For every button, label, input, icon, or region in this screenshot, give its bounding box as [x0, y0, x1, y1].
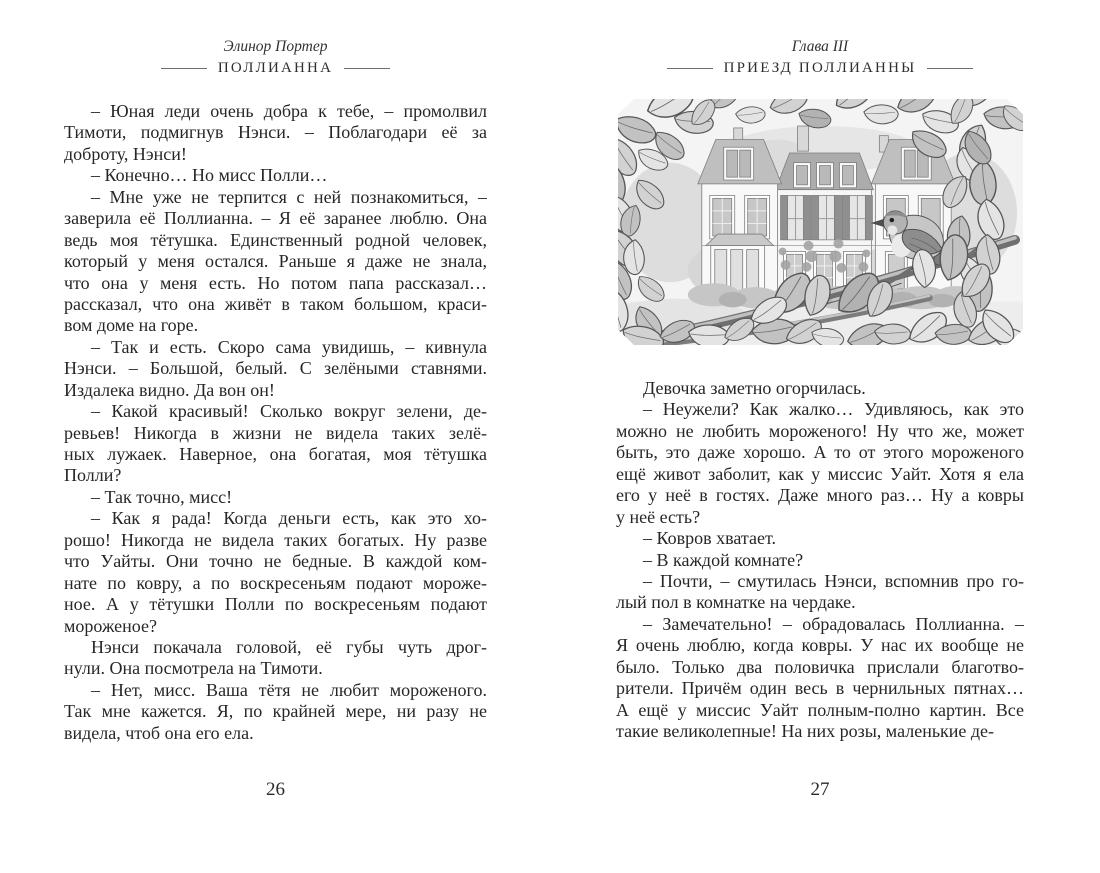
page-number-right: 27: [810, 779, 830, 800]
running-head-chapter-title: ПРИЕЗД ПОЛЛИАННЫ: [723, 60, 917, 76]
text-line: – Юная леди очень добра к тебе, – промолвил: [91, 101, 487, 121]
text-line: такие великолепные! На них розы, маленькие де-: [616, 721, 995, 741]
text-line: который у меня остался. Раньше я даже не знала,: [64, 251, 487, 272]
text-line: что Уайты. Они точно не бедные. В каждой ком-: [64, 551, 487, 572]
text-line: что она у меня есть. Но потом папа рассказал…: [64, 272, 487, 293]
text-line: ведь моя тётушка. Единственный родной человек,: [64, 229, 487, 250]
text-line: нате по ковру, а по воскресеньям подают мороже-: [64, 572, 487, 593]
text-line: – Почти, – смутилась Нэнси, вспомнив про го-: [643, 570, 1024, 591]
text-line: ных лужаек. Наверное, она богатая, моя тётушка: [64, 444, 487, 464]
text-line: – Ковров хватает.: [643, 528, 776, 549]
left-page-text: [64, 101, 487, 744]
text-line: – Какой красивый! Сколько вокруг зелени, де-: [91, 401, 487, 422]
text-line: нули. Она посмотрела на Тимоти.: [64, 658, 323, 679]
text-line: доброту, Нэнси!: [64, 143, 187, 164]
left-page: [64, 38, 487, 800]
text-line: видела, чтоб она его ела.: [64, 722, 254, 743]
header-rule-right: [927, 68, 973, 69]
text-line: – Как я рада! Когда деньги есть, как это хо-: [91, 508, 487, 529]
text-line: мороженое?: [64, 615, 157, 636]
paragraph: [616, 528, 1024, 549]
paragraph: [616, 571, 1024, 614]
text-line: – Так точно, мисс!: [91, 486, 233, 507]
text-line: Девочка заметно огорчилась.: [643, 378, 866, 398]
text-line: – Конечно… Но мисс Полли…: [91, 165, 328, 186]
text-line: заверила её Поллианна. – Я её заранее люблю. Она: [64, 208, 487, 229]
text-line: можно не любить мороженого! Ну что же, может: [616, 420, 1024, 441]
text-line: у неё есть?: [616, 506, 701, 527]
text-line: Полли?: [64, 465, 122, 486]
paragraph: [616, 550, 1024, 571]
header-rule-left: [161, 68, 207, 69]
text-line: вом доме на горе.: [64, 315, 199, 336]
text-line: Я очень люблю, когда ковры. У нас их вообще не: [616, 635, 1024, 656]
chapter-illustration: [618, 99, 1023, 345]
right-running-head: [616, 38, 1024, 77]
left-running-head: [64, 38, 487, 77]
paragraph: [64, 637, 487, 680]
right-page-text: [616, 378, 1024, 742]
paragraph: [64, 187, 487, 337]
text-line: его у неё в гостях. Даже много раз… Ну а ковры: [616, 485, 1024, 506]
text-line: лый пол в комнатке на чердаке.: [616, 592, 856, 613]
paragraph: [64, 487, 487, 508]
paragraph: [64, 101, 487, 165]
text-line: было. Только два половичка прислали благотво-: [616, 656, 1024, 677]
running-head-chapter: Глава III: [791, 38, 849, 55]
text-line: – Неужели? Как жалко… Удивляюсь, как это: [643, 399, 1024, 420]
text-line: ное. А у тётушки Полли по воскресеньям подают: [64, 594, 487, 615]
text-line: Так мне кажется. Я, по крайней мере, ни разу не: [64, 701, 487, 722]
header-rule-right: [344, 68, 390, 69]
text-line: – В каждой комнате?: [643, 549, 804, 570]
paragraph: [616, 399, 1024, 528]
paragraph: [64, 165, 487, 186]
text-line: рошо! Никогда не видела таких богатых. Ну разве: [64, 529, 487, 550]
text-line: Тимоти, подмигнув Нэнси. – Поблагодари её за: [64, 122, 487, 143]
text-line: А ещё у миссис Уайт полным-полно картин. Все: [616, 699, 1024, 720]
right-page: [616, 38, 1024, 800]
text-line: ревьев! Никогда в жизни не видела таких зелё-: [64, 422, 487, 443]
paragraph: [64, 680, 487, 744]
header-rule-left: [667, 68, 713, 69]
paragraph: [64, 508, 487, 637]
text-line: Издалека видно. Да вон он!: [64, 379, 275, 400]
text-line: – Так и есть. Скоро сама увидишь, – кивнула: [91, 336, 487, 357]
text-line: – Замечательно! – обрадовалась Поллианна. –: [643, 613, 1024, 634]
text-line: – Нет, мисс. Ваша тётя не любит мороженого.: [91, 679, 487, 700]
text-line: быть, это даже хорошо. А то от этого мороженого: [616, 442, 1024, 463]
paragraph: [64, 337, 487, 401]
paragraph: [64, 401, 487, 487]
text-line: – Мне уже не терпится с ней познакомиться, –: [91, 186, 487, 207]
text-line: рассказал, что она живёт в таком большом, краси-: [64, 293, 487, 314]
text-line: рители. Причём один весь в чернильных пятнах…: [616, 678, 1024, 699]
running-head-author: Элинор Портер: [223, 38, 328, 55]
running-head-book-title: ПОЛЛИАННА: [217, 60, 334, 76]
text-line: Нэнси. – Большой, белый. С зелёными ставнями.: [64, 358, 487, 379]
page-number-left: 26: [266, 779, 285, 800]
text-line: Нэнси покачала головой, её губы чуть дрог-: [91, 636, 487, 657]
paragraph: [616, 614, 1024, 743]
text-line: ещё живот заболит, как у миссис Уайт. Хотя я ела: [616, 463, 1024, 484]
paragraph: [616, 378, 1024, 399]
